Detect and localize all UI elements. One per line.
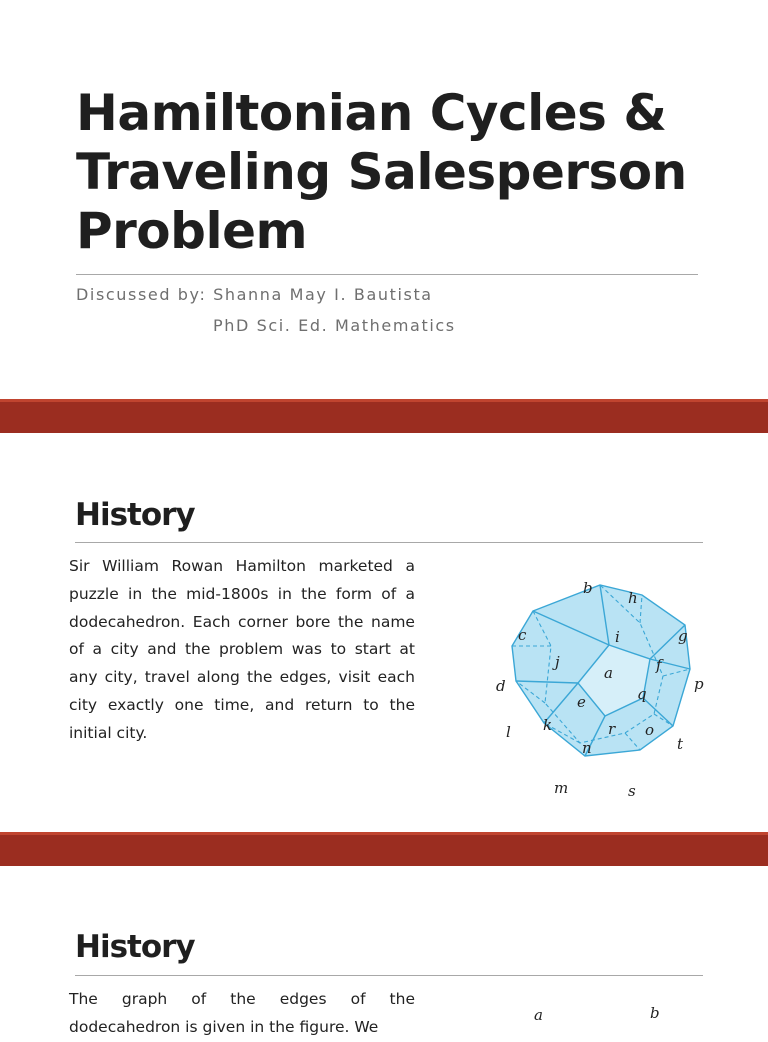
heading-divider — [75, 975, 703, 976]
title-line-3: Problem — [76, 202, 308, 260]
vertex-label-i: i — [615, 628, 620, 646]
heading-divider — [75, 542, 703, 543]
paragraph-line: dodecahedron. Each corner bore the — [69, 612, 364, 631]
title-line-1: Hamiltonian Cycles & — [76, 84, 667, 142]
vertex-label-p: p — [694, 675, 704, 693]
page-title — [76, 84, 736, 261]
vertex-label-d: d — [496, 677, 506, 695]
title-line-2: Traveling Salesperson — [76, 143, 687, 201]
vertex-label-m: m — [554, 779, 569, 797]
title-slide — [0, 0, 768, 398]
slide-separator-band — [0, 399, 768, 433]
vertex-label-a: a — [604, 664, 613, 682]
vertex-label-e: e — [577, 693, 586, 711]
title-divider — [76, 274, 698, 275]
paragraph-line: puzzle in the mid-1800s in the form of a — [69, 584, 415, 603]
dodecahedron-figure — [480, 573, 730, 813]
paragraph-line: to the initial city. — [69, 695, 415, 742]
vertex-label-r: r — [608, 720, 616, 738]
vertex-label-j: j — [555, 653, 560, 671]
vertex-label-k: k — [543, 716, 553, 734]
paragraph-line: The graph of the edges of the — [69, 990, 415, 1008]
history-paragraph — [69, 553, 415, 748]
vertex-label-o: o — [645, 721, 655, 739]
presenter-name: Discussed by: Shanna May I. Bautista — [76, 285, 433, 304]
vertex-label-l: l — [506, 723, 511, 741]
graph-figure — [500, 996, 700, 1036]
graph-paragraph — [69, 986, 415, 1042]
vertex-label-f: f — [656, 656, 662, 674]
vertex-label-n: n — [582, 739, 592, 757]
vertex-label-g: g — [678, 627, 688, 645]
vertex-label-t: t — [677, 735, 684, 753]
paragraph-line: dodecahedron is given in the figure. We — [69, 1017, 379, 1036]
vertex-label-s: s — [628, 782, 636, 800]
vertex-label-c: c — [518, 626, 527, 644]
paragraph-line: start at any city, travel along the edges, — [69, 640, 415, 687]
paragraph-line: Sir William Rowan Hamilton marketed a — [69, 557, 415, 575]
slide-heading: History — [75, 929, 195, 965]
slide-heading: History — [75, 497, 195, 533]
graph-vertex-label-b: b — [650, 1004, 660, 1022]
paragraph-line: name of a city and the problem was to — [69, 612, 415, 659]
vertex-label-b: b — [583, 579, 593, 597]
vertex-label-h: h — [628, 589, 638, 607]
slide-separator-band — [0, 832, 768, 866]
history-slide-2 — [0, 866, 768, 1036]
vertex-label-q: q — [637, 685, 647, 703]
presenter-credentials: PhD Sci. Ed. Mathematics — [213, 316, 456, 335]
history-slide — [0, 433, 768, 832]
graph-vertex-label-a: a — [534, 1006, 543, 1024]
paragraph-line: visit each city exactly one time, and return — [69, 668, 415, 714]
